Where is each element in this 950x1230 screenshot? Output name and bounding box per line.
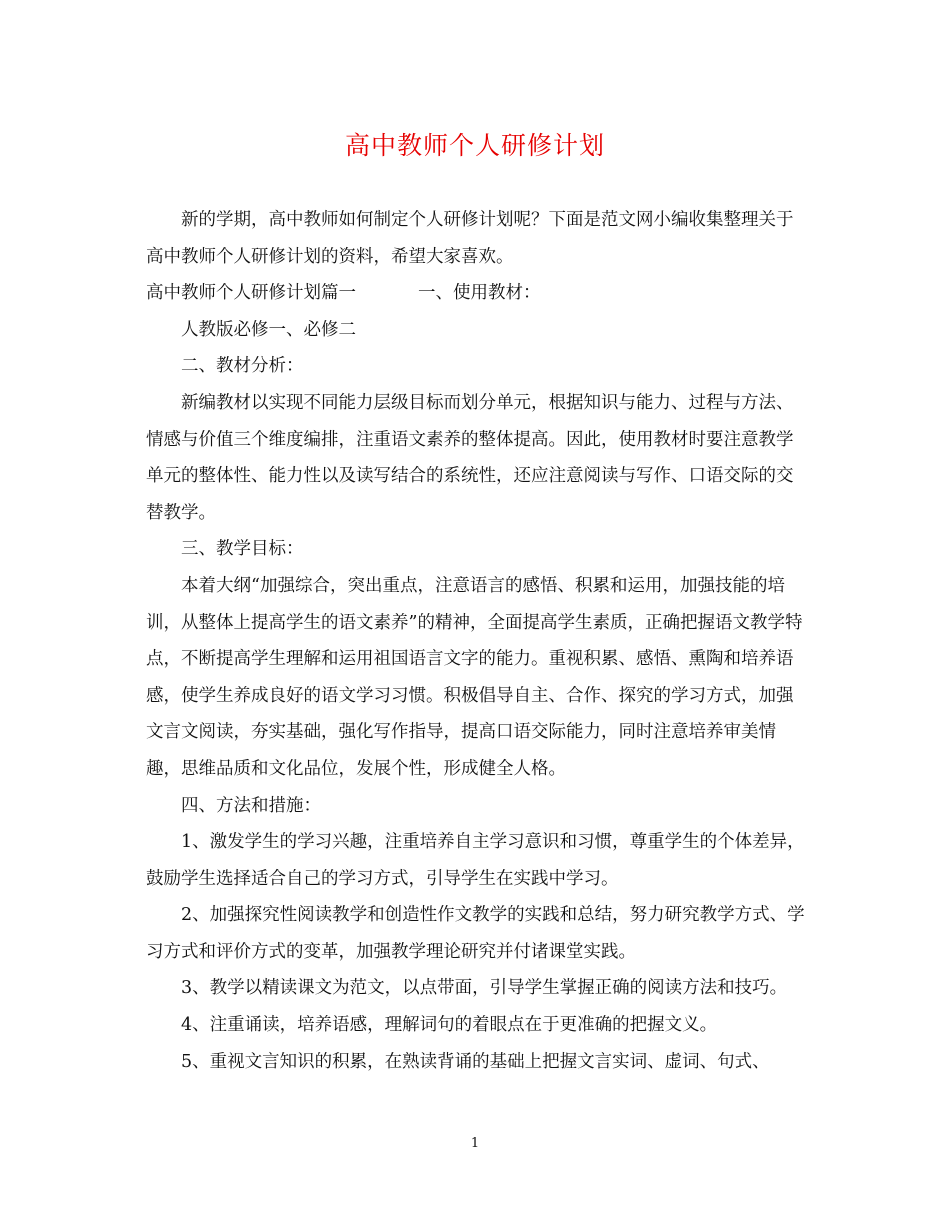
section-header-title: 高中教师个人研修计划篇一: [146, 283, 356, 304]
measure-item-1: 1、激发学生的学习兴趣，注重培养自主学习意识和习惯，尊重学生的个体差异，鼓励学生选择适合自己的学习方式，引导学生在实践中学习。: [146, 832, 805, 889]
textbook-paragraph: 人教版必修一、必修二: [181, 319, 356, 340]
measure-item-4: 4、注重诵读，培养语感，理解词句的着眼点在于更准确的把握文义。: [181, 1015, 718, 1036]
heading-analysis: 二、教材分析：: [181, 356, 304, 377]
page-number: 1: [470, 1136, 480, 1151]
measure-item-3: 3、教学以精读课文为范文，以点带面，引导学生掌握正确的阅读方法和技巧。: [181, 978, 788, 999]
analysis-paragraph: 新编教材以实现不同能力层级目标而划分单元，根据知识与能力、过程与方法、情感与价值三个维度编排，注重语文素养的整体提高。因此，使用教材时要注意教学单元的整体性、能力性以及读写结合的系统性，还应注意阅读与写作、口语交际的交替教学。: [146, 392, 794, 523]
heading-goals: 三、教学目标：: [181, 539, 304, 560]
measure-item-2: 2、加强探究性阅读教学和创造性作文教学的实践和总结，努力研究教学方式、学习方式和评价方式的变革，加强教学理论研究并付诸课堂实践。: [146, 905, 805, 962]
section-header-line: [146, 275, 808, 312]
measure-item-5: 5、重视文言知识的积累，在熟读背诵的基础上把握文言实词、虚词、句式、: [181, 1051, 770, 1072]
heading-textbook: 一、使用教材：: [418, 283, 541, 304]
document-title: 高中教师个人研修计划: [344, 131, 605, 160]
intro-paragraph: 新的学期，高中教师如何制定个人研修计划呢？下面是范文网小编收集整理关于高中教师个人研修计划的资料，希望大家喜欢。: [146, 210, 794, 267]
document-body: [146, 202, 808, 1080]
heading-measures: 四、方法和措施：: [181, 795, 321, 816]
goals-paragraph: 本着大纲“加强综合，突出重点，注意语言的感悟、积累和运用，加强技能的培训，从整体上提高学生的语文素养”的精神，全面提高学生素质，正确把握语文教学特点，不断提高学生理解和运用祖国语言文字的能力。重视积累、感悟、熏陶和培养语感，使学生养成良好的语文学习习惯。积极倡导自主、合作、探究的学习方式，加强文言文阅读，夯实基础，强化写作指导，提高口语交际能力，同时注意培养审美情趣，思维品质和文化品位，发展个性，形成健全人格。: [146, 575, 803, 779]
